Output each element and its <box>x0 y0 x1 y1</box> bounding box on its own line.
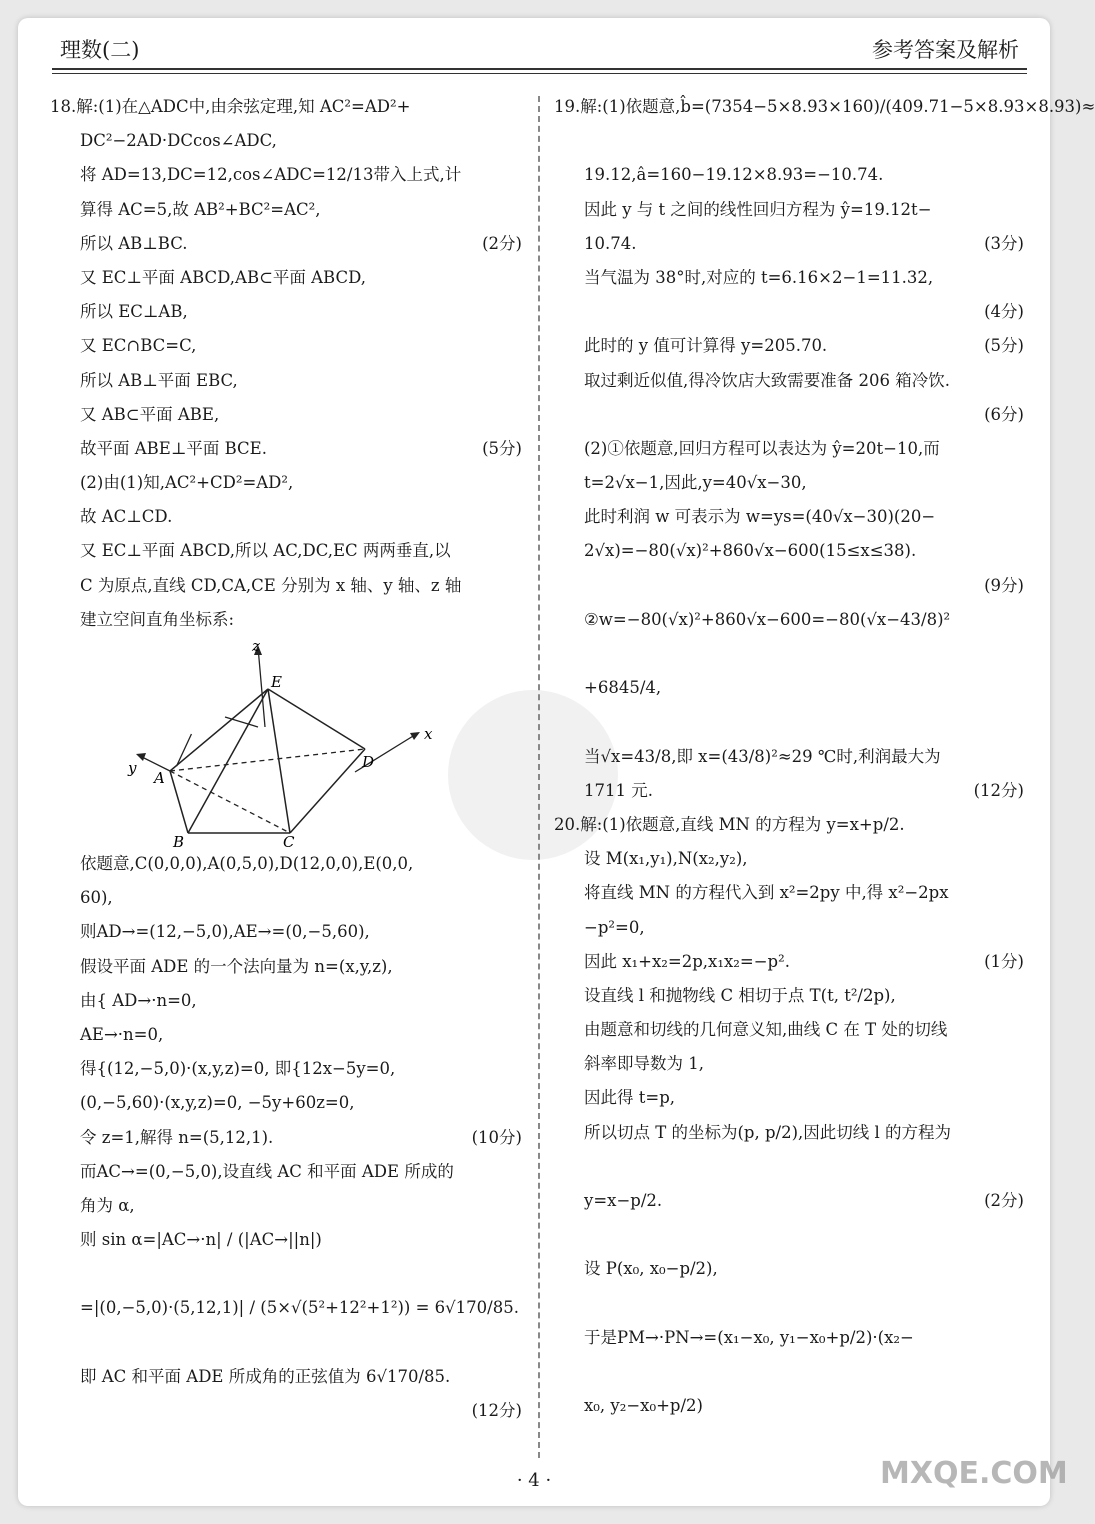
point-label-d: D <box>362 753 375 771</box>
line-text: DC²−2AD·DCcos∠ADC, <box>80 131 277 151</box>
line-text: +6845/4, <box>584 678 662 698</box>
text-line <box>554 808 1028 842</box>
line-text: 所以切点 T 的坐标为(p, p/2),因此切线 l 的方程为 <box>584 1122 952 1142</box>
line-text: 所以 AB⊥平面 EBC, <box>80 370 238 390</box>
line-text: 10.74. <box>584 233 637 253</box>
text-line <box>50 295 526 329</box>
line-text: 因此 x₁+x₂=2p,x₁x₂=−p². <box>584 951 790 971</box>
text-line <box>50 1257 526 1291</box>
axis-label-y: y <box>128 759 137 777</box>
line-text: x₀, y₂−x₀+p/2) <box>584 1396 703 1416</box>
text-line <box>554 1389 1028 1423</box>
text-line <box>554 842 1028 876</box>
text-line <box>50 398 526 432</box>
line-text: 因此 y 与 t 之间的线性回归方程为 ŷ=19.12t− <box>584 199 932 219</box>
text-line <box>50 603 526 637</box>
line-text: 18.解:(1)在△ADC中,由余弦定理,知 AC²=AD²+ <box>50 97 411 116</box>
score-mark: (3分) <box>984 233 1024 253</box>
score-mark: (4分) <box>984 302 1024 322</box>
line-text: 于是PM→·PN→=(x₁−x₀, y₁−x₀+p/2)·(x₂− <box>584 1327 914 1347</box>
score-mark: (2分) <box>984 1191 1024 1210</box>
score-mark: (12分) <box>471 1401 522 1420</box>
text-line <box>50 1360 526 1394</box>
text-line <box>50 432 526 466</box>
text-line <box>554 158 1028 192</box>
line-text: (2)由(1)知,AC²+CD²=AD², <box>80 473 294 493</box>
text-line <box>50 124 526 158</box>
line-text: 将直线 MN 的方程代入到 x²=2py 中,得 x²−2px <box>584 883 949 903</box>
text-line <box>554 364 1028 398</box>
line-text: ②w=−80(√x)²+860√x−600=−80(√x−43/8)² <box>584 609 951 629</box>
text-line <box>554 124 1028 158</box>
text-line <box>554 603 1028 637</box>
text-line <box>554 1321 1028 1355</box>
line-text: 由{ AD→·n=0, <box>80 990 197 1010</box>
line-text: 故平面 ABE⊥平面 BCE. <box>80 438 267 458</box>
line-text: 设直线 l 和抛物线 C 相切于点 T(t, t²/2p), <box>584 985 896 1005</box>
site-watermark-stamp: MXQE.COM <box>880 1456 1068 1491</box>
line-text: 20.解:(1)依题意,直线 MN 的方程为 y=x+p/2. <box>554 814 905 834</box>
line-text: 因此得 t=p, <box>584 1088 676 1108</box>
text-line <box>554 1013 1028 1047</box>
text-line <box>50 90 526 124</box>
text-line <box>554 740 1028 774</box>
line-text: 角为 α, <box>80 1195 135 1215</box>
line-text: 斜率即导数为 1, <box>584 1054 704 1074</box>
line-text: 设 P(x₀, x₀−p/2), <box>584 1259 718 1279</box>
text-line <box>50 466 526 500</box>
line-text: =|(0,−5,0)·(5,12,1)| / (5×√(5²+12²+1²)) = 6√170/85. <box>80 1298 519 1318</box>
text-line <box>554 911 1028 945</box>
line-text: (2)①依题意,回归方程可以表达为 ŷ=20t−10,而 <box>584 438 940 458</box>
text-line <box>554 227 1028 261</box>
text-line <box>50 500 526 534</box>
text-line <box>554 774 1028 808</box>
text-line <box>554 193 1028 227</box>
coordinate-figure <box>50 637 526 851</box>
text-line <box>554 1116 1028 1150</box>
score-mark: (12分) <box>973 780 1024 800</box>
line-text: 由题意和切线的几何意义知,曲线 C 在 T 处的切线 <box>584 1020 948 1040</box>
text-line <box>50 1052 526 1086</box>
line-text: AE→·n=0, <box>80 1024 164 1044</box>
left-column <box>50 90 526 1428</box>
line-text: 又 EC⊥平面 ABCD,所以 AC,DC,EC 两两垂直,以 <box>80 541 451 561</box>
line-text: 当√x=43/8,即 x=(43/8)²≈29 ℃时,利润最大为 <box>584 746 941 766</box>
text-line <box>554 466 1028 500</box>
point-label-e: E <box>271 673 282 691</box>
text-line <box>50 261 526 295</box>
point-label-c: C <box>283 833 295 851</box>
text-line <box>554 261 1028 295</box>
text-line <box>50 329 526 363</box>
score-mark: (1分) <box>984 951 1024 971</box>
score-mark: (10分) <box>471 1127 522 1147</box>
text-line <box>50 915 526 949</box>
text-line <box>554 671 1028 705</box>
text-line <box>554 1081 1028 1115</box>
column-divider <box>538 96 540 1458</box>
text-line <box>50 569 526 603</box>
text-line <box>554 1287 1028 1321</box>
line-text: 19.解:(1)依题意,b̂=(7354−5×8.93×160)/(409.71−5×8.93×8.93)≈ <box>554 97 1095 116</box>
text-line <box>554 569 1028 603</box>
line-text: 故 AC⊥CD. <box>80 507 173 527</box>
text-line <box>50 364 526 398</box>
line-text: 所以 AB⊥BC. <box>80 233 188 253</box>
line-text: (0,−5,60)·(x,y,z)=0, −5y+60z=0, <box>80 1093 355 1113</box>
header-rule-thick <box>52 68 1027 70</box>
score-mark: (9分) <box>984 575 1024 595</box>
text-line <box>554 979 1028 1013</box>
text-line <box>50 1223 526 1257</box>
line-text: 设 M(x₁,y₁),N(x₂,y₂), <box>584 849 748 869</box>
line-text: 又 EC∩BC=C, <box>80 336 197 356</box>
text-line <box>554 534 1028 568</box>
text-line <box>554 295 1028 329</box>
text-line <box>554 500 1028 534</box>
header-rule-thin <box>52 73 1027 74</box>
point-label-a: A <box>154 769 165 787</box>
line-text: 则 sin α=|AC→·n| / (|AC→||n|) <box>80 1230 322 1250</box>
text-line <box>554 90 1095 124</box>
line-text: 当气温为 38°时,对应的 t=6.16×2−1=11.32, <box>584 267 934 287</box>
line-text: 算得 AC=5,故 AB²+BC²=AC², <box>80 199 321 219</box>
text-line <box>50 534 526 568</box>
text-line <box>554 1184 1028 1218</box>
text-line <box>50 1121 526 1155</box>
line-text: C 为原点,直线 CD,CA,CE 分别为 x 轴、y 轴、z 轴 <box>80 575 462 595</box>
line-text: 19.12,â=160−19.12×8.93=−10.74. <box>584 165 884 185</box>
line-text: 令 z=1,解得 n=(5,12,1). <box>80 1127 274 1147</box>
text-line <box>554 432 1028 466</box>
score-mark: (6分) <box>984 404 1024 424</box>
text-line <box>50 1326 526 1360</box>
text-line <box>50 1291 526 1325</box>
subject-title: 理数(二) <box>60 38 140 62</box>
axis-label-z: z <box>252 637 260 655</box>
line-text: 此时利润 w 可表示为 w=ys=(40√x−30)(20− <box>584 507 936 527</box>
line-text: y=x−p/2. <box>584 1191 663 1210</box>
score-mark: (5分) <box>984 336 1024 356</box>
line-text: 1711 元. <box>584 780 653 800</box>
text-line <box>50 847 526 881</box>
text-line <box>554 1047 1028 1081</box>
line-text: −p²=0, <box>584 917 645 937</box>
line-text: 依题意,C(0,0,0),A(0,5,0),D(12,0,0),E(0,0, <box>80 854 414 873</box>
line-text: 即 AC 和平面 ADE 所成角的正弦值为 6√170/85. <box>80 1366 451 1386</box>
line-text: 假设平面 ADE 的一个法向量为 n=(x,y,z), <box>80 956 393 976</box>
text-line <box>50 881 526 915</box>
section-title: 参考答案及解析 <box>872 38 1019 62</box>
line-text: 取过剩近似值,得冷饮店大致需要准备 206 箱冷饮. <box>584 370 950 390</box>
text-line <box>554 876 1028 910</box>
line-text: 此时的 y 值可计算得 y=205.70. <box>584 336 828 356</box>
text-line <box>50 950 526 984</box>
line-text: t=2√x−1,因此,y=40√x−30, <box>584 473 807 493</box>
text-line <box>50 1155 526 1189</box>
line-text: 60), <box>80 888 113 908</box>
score-mark: (5分) <box>482 438 522 458</box>
line-text: 将 AD=13,DC=12,cos∠ADC=12/13带入上式,计 <box>80 165 462 185</box>
point-label-b: B <box>173 833 185 851</box>
line-text: 而AC→=(0,−5,0),设直线 AC 和平面 ADE 所成的 <box>80 1161 454 1181</box>
text-line <box>50 1394 526 1428</box>
text-line <box>554 705 1028 739</box>
line-text: 所以 EC⊥AB, <box>80 302 188 322</box>
axis-label-x: x <box>424 725 433 743</box>
text-line <box>554 1218 1028 1252</box>
text-line <box>50 158 526 192</box>
text-line <box>554 637 1028 671</box>
text-line <box>50 193 526 227</box>
line-text: 又 EC⊥平面 ABCD,AB⊂平面 ABCD, <box>80 267 367 287</box>
line-text: 建立空间直角坐标系: <box>80 609 235 629</box>
text-line <box>554 945 1028 979</box>
text-line <box>50 1189 526 1223</box>
text-line <box>50 1086 526 1120</box>
text-line <box>554 1355 1028 1389</box>
text-line <box>554 1252 1028 1286</box>
page-header <box>52 28 1027 66</box>
line-text: 又 AB⊂平面 ABE, <box>80 404 220 424</box>
pyramid-diagram <box>128 637 440 851</box>
right-column <box>554 90 1095 1423</box>
text-line <box>50 1018 526 1052</box>
text-line <box>50 984 526 1018</box>
text-line <box>554 329 1028 363</box>
line-text: 得{(12,−5,0)·(x,y,z)=0, 即{12x−5y=0, <box>80 1059 396 1079</box>
text-line <box>554 398 1028 432</box>
score-mark: (2分) <box>482 233 522 253</box>
text-line <box>50 227 526 261</box>
text-line <box>554 1150 1028 1184</box>
line-text: 2√x)=−80(√x)²+860√x−600(15≤x≤38). <box>584 541 917 561</box>
line-text: 则AD→=(12,−5,0),AE→=(0,−5,60), <box>80 922 370 942</box>
page-number: · 4 · <box>516 1470 552 1491</box>
